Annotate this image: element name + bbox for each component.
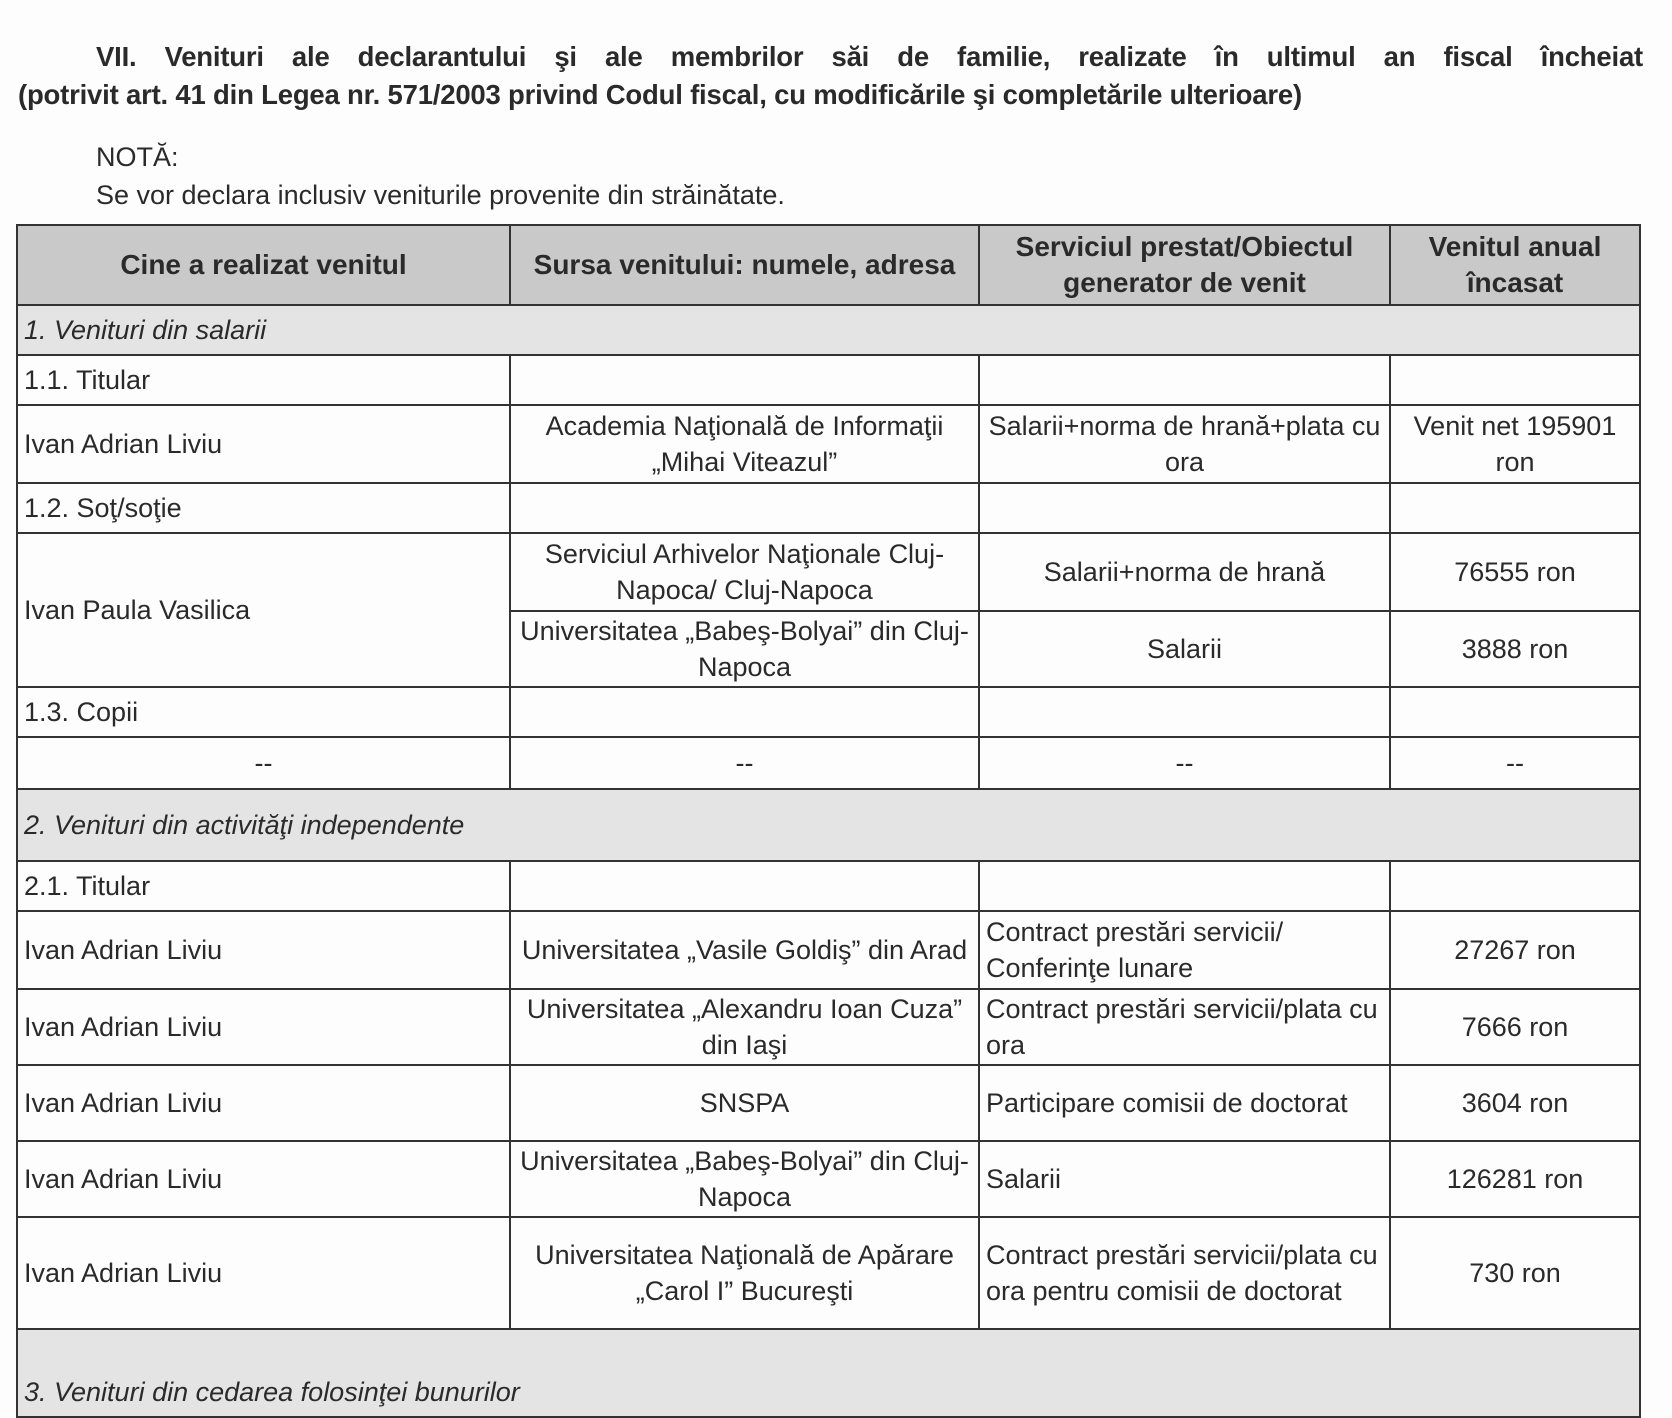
note-block bbox=[96, 138, 785, 214]
column-header-income: Venitul anual încasat bbox=[1390, 225, 1640, 305]
section-row-property-use bbox=[17, 1329, 1640, 1417]
cell-source: Universitatea „Babeş-Bolyai” din Cluj-Napoca bbox=[510, 1141, 979, 1217]
cell-income: 126281 ron bbox=[1390, 1141, 1640, 1217]
subsection-label: 2.1. Titular bbox=[17, 861, 510, 911]
cell-income: Venit net 195901 ron bbox=[1390, 405, 1640, 483]
note-label: NOTĂ: bbox=[96, 142, 179, 172]
subsection-row-children bbox=[17, 687, 1640, 737]
cell-service: Contract prestări servicii/ Conferinţe lunare bbox=[979, 911, 1390, 989]
table-row bbox=[17, 1141, 1640, 1217]
cell-source: SNSPA bbox=[510, 1065, 979, 1141]
cell-income: 27267 ron bbox=[1390, 911, 1640, 989]
cell-service: Salarii bbox=[979, 611, 1390, 687]
table-row bbox=[17, 989, 1640, 1065]
cell-income: 7666 ron bbox=[1390, 989, 1640, 1065]
cell-income: 730 ron bbox=[1390, 1217, 1640, 1329]
cell-service: Salarii+norma de hrană+plata cu ora bbox=[979, 405, 1390, 483]
table-header-row bbox=[17, 225, 1640, 305]
cell-who: Ivan Adrian Liviu bbox=[17, 989, 510, 1065]
cell-service: Salarii+norma de hrană bbox=[979, 533, 1390, 611]
cell-who: Ivan Adrian Liviu bbox=[17, 405, 510, 483]
subsection-row-titular bbox=[17, 355, 1640, 405]
note-text: Se vor declara inclusiv veniturile provenite din străinătate. bbox=[96, 180, 785, 210]
cell-service: Participare comisii de doctorat bbox=[979, 1065, 1390, 1141]
section-row-salaries bbox=[17, 305, 1640, 355]
cell-source: Universitatea „Vasile Goldiş” din Arad bbox=[510, 911, 979, 989]
subsection-row-spouse bbox=[17, 483, 1640, 533]
cell-service: Salarii bbox=[979, 1141, 1390, 1217]
table-row bbox=[17, 737, 1640, 789]
cell-who: Ivan Paula Vasilica bbox=[17, 533, 510, 687]
section-heading-line1: VII. Venituri ale declarantului şi ale membrilor săi de familie, realizate în ultimul an fiscal încheiat bbox=[96, 41, 1643, 72]
cell-source: Serviciul Arhivelor Naţionale Cluj-Napoca/ Cluj-Napoca bbox=[510, 533, 979, 611]
column-header-source: Sursa venitului: numele, adresa bbox=[510, 225, 979, 305]
cell-service: -- bbox=[979, 737, 1390, 789]
cell-source: -- bbox=[510, 737, 979, 789]
section-heading bbox=[18, 38, 1643, 114]
table-row bbox=[17, 405, 1640, 483]
cell-source: Universitatea „Alexandru Ioan Cuza” din Iaşi bbox=[510, 989, 979, 1065]
column-header-service: Serviciul prestat/Obiectul generator de venit bbox=[979, 225, 1390, 305]
table-row bbox=[17, 1065, 1640, 1141]
cell-who: Ivan Adrian Liviu bbox=[17, 1065, 510, 1141]
cell-who: Ivan Adrian Liviu bbox=[17, 1217, 510, 1329]
cell-income: 3604 ron bbox=[1390, 1065, 1640, 1141]
section-title: 2. Venituri din activităţi independente bbox=[17, 789, 1640, 861]
section-heading-line2: (potrivit art. 41 din Legea nr. 571/2003 privind Codul fiscal, cu modificările şi completările ulterioare) bbox=[18, 79, 1302, 110]
cell-income: 3888 ron bbox=[1390, 611, 1640, 687]
cell-income: -- bbox=[1390, 737, 1640, 789]
subsection-row-titular bbox=[17, 861, 1640, 911]
table-row bbox=[17, 1217, 1640, 1329]
subsection-label: 1.3. Copii bbox=[17, 687, 510, 737]
cell-source: Universitatea Naţională de Apărare „Carol I” Bucureşti bbox=[510, 1217, 979, 1329]
section-row-independent bbox=[17, 789, 1640, 861]
cell-who: -- bbox=[17, 737, 510, 789]
subsection-label: 1.2. Soţ/soţie bbox=[17, 483, 510, 533]
cell-who: Ivan Adrian Liviu bbox=[17, 1141, 510, 1217]
cell-service: Contract prestări servicii/plata cu ora pentru comisii de doctorat bbox=[979, 1217, 1390, 1329]
section-title: 1. Venituri din salarii bbox=[17, 305, 1640, 355]
cell-source: Academia Naţională de Informaţii „Mihai Viteazul” bbox=[510, 405, 979, 483]
table-row bbox=[17, 911, 1640, 989]
table-row bbox=[17, 533, 1640, 611]
section-title: 3. Venituri din cedarea folosinţei bunurilor bbox=[17, 1329, 1640, 1417]
income-table bbox=[16, 224, 1641, 1418]
cell-income: 76555 ron bbox=[1390, 533, 1640, 611]
cell-who: Ivan Adrian Liviu bbox=[17, 911, 510, 989]
subsection-label: 1.1. Titular bbox=[17, 355, 510, 405]
cell-source: Universitatea „Babeş-Bolyai” din Cluj-Napoca bbox=[510, 611, 979, 687]
cell-service: Contract prestări servicii/plata cu ora bbox=[979, 989, 1390, 1065]
column-header-who: Cine a realizat venitul bbox=[17, 225, 510, 305]
